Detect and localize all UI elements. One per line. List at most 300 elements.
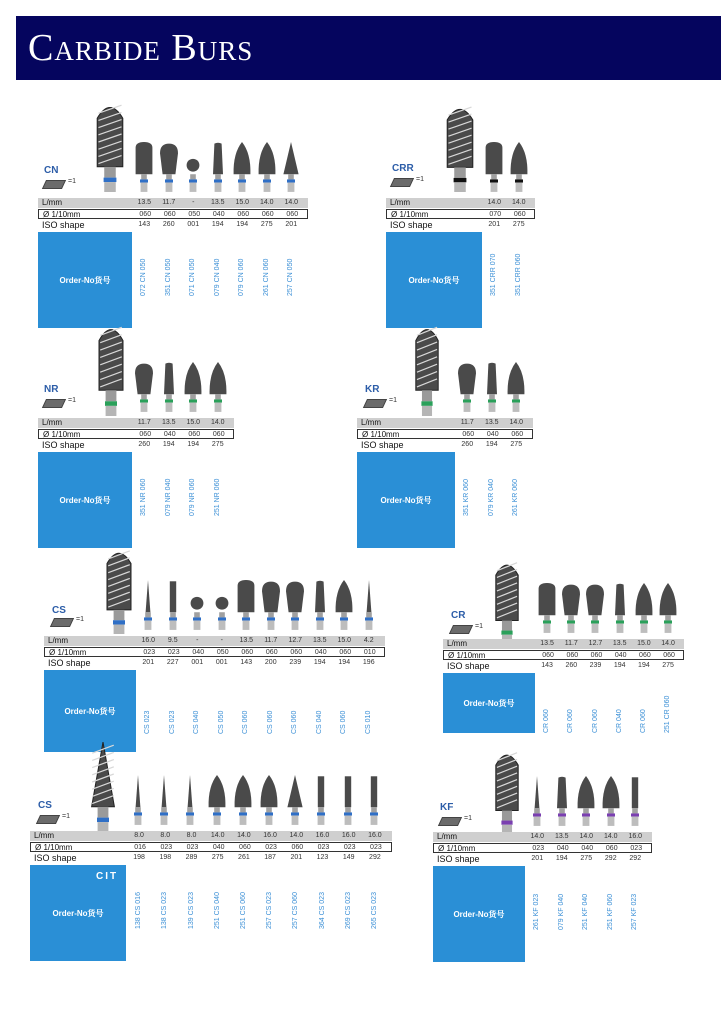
- diameter-cell: 060: [291, 844, 304, 851]
- diameter-cell: 040: [486, 431, 499, 438]
- bur-band: [533, 813, 541, 816]
- order-number: 079 CN 040: [213, 258, 221, 296]
- hero-bur-image: [94, 102, 126, 192]
- package-box-icon: [438, 817, 462, 826]
- bur-shank: [607, 817, 614, 826]
- order-number: 072 CN 050: [140, 258, 148, 296]
- bur-flame-image: [634, 583, 654, 635]
- bur-band: [664, 620, 672, 623]
- bur-band: [365, 617, 373, 620]
- section-code: CN: [44, 165, 59, 176]
- iso-shape-cell: 275: [211, 854, 224, 861]
- length-row: [30, 831, 392, 841]
- hero-bur-band: [113, 620, 125, 624]
- length-cell: 13.5: [312, 637, 327, 644]
- iso-shape-row-label: ISO shape: [48, 658, 91, 668]
- diameter-cell: 040: [314, 649, 327, 656]
- bur-band: [291, 812, 299, 815]
- order-number: 261 KF 023: [533, 893, 541, 930]
- bur-neck: [516, 174, 522, 179]
- bur-pear-image: [159, 142, 179, 194]
- diameter-cell: 023: [167, 649, 180, 656]
- order-number: CS 060: [291, 710, 299, 734]
- bur-head: [234, 142, 251, 174]
- bur-band: [591, 620, 599, 623]
- bur-head: [535, 776, 540, 808]
- bur-head: [562, 585, 580, 616]
- diameter-row-label: Ø 1/10mm: [391, 210, 429, 219]
- bur-shank: [213, 816, 220, 825]
- iso-shape-cell: 292: [629, 855, 642, 862]
- length-cell: 13.5: [554, 833, 569, 840]
- iso-shape-cell: 194: [338, 659, 351, 666]
- bur-neck: [583, 808, 589, 813]
- bur-band: [213, 812, 221, 815]
- title-banner: [16, 16, 721, 80]
- bur-neck: [145, 612, 151, 617]
- package-count: =1: [464, 815, 472, 822]
- bur-band: [160, 812, 168, 815]
- diameter-cell: 060: [286, 211, 299, 218]
- bur-shank: [187, 816, 194, 825]
- bur-band: [140, 399, 148, 402]
- bur-taper-image: [159, 362, 179, 414]
- hero-bur-neck: [104, 167, 116, 178]
- length-row-label: L/mm: [390, 198, 410, 207]
- iso-shape-row-label: ISO shape: [437, 854, 480, 864]
- diameter-cell: 060: [639, 652, 651, 659]
- bur-head: [615, 584, 625, 615]
- iso-shape-cell: 001: [187, 221, 200, 228]
- iso-shape-cell: 194: [313, 659, 326, 666]
- bur-shank: [488, 403, 495, 412]
- bur-shank: [263, 183, 270, 192]
- bur-flame-image: [658, 583, 678, 635]
- length-cell: -: [192, 199, 195, 206]
- bur-needle-image: [138, 580, 158, 632]
- diameter-cell: 040: [581, 845, 594, 852]
- bur-neck: [464, 394, 470, 399]
- iso-shape-cell: 187: [264, 854, 276, 861]
- length-cell: 16.0: [341, 832, 356, 839]
- iso-shape-cell: 275: [580, 855, 593, 862]
- iso-shape-row: [30, 853, 392, 863]
- bur-head: [234, 775, 251, 807]
- bur-shank: [640, 624, 647, 633]
- bur-cyl-image: [134, 142, 154, 194]
- length-cell: 15.0: [337, 637, 352, 644]
- bur-neck: [665, 615, 671, 620]
- order-no-label: Order-No货号: [52, 909, 104, 918]
- diameter-row-label: Ø 1/10mm: [362, 430, 400, 439]
- hero-bur-band: [454, 178, 467, 182]
- diameter-cell: 070: [489, 211, 502, 218]
- length-cell: 16.0: [141, 637, 156, 644]
- iso-shape-cell: 260: [162, 221, 175, 228]
- bur-neck: [215, 394, 221, 399]
- order-number: 079 KF 040: [557, 893, 565, 930]
- diameter-cell: 060: [542, 652, 554, 659]
- length-cell: 14.0: [603, 833, 618, 840]
- length-cell: 14.0: [487, 199, 502, 206]
- bur-head: [160, 144, 178, 175]
- order-number: 071 CN 050: [189, 258, 197, 296]
- bur-flame-image: [601, 776, 621, 828]
- iso-shape-cell: 194: [162, 441, 175, 448]
- bur-shank: [292, 621, 299, 630]
- iso-shape-cell: 196: [362, 659, 375, 666]
- package-box-icon: [42, 399, 66, 408]
- iso-shape-cell: 001: [191, 659, 204, 666]
- bur-head: [660, 583, 677, 615]
- bur-ball-image: [212, 580, 232, 632]
- bur-band: [238, 179, 246, 182]
- iso-shape-cell: 239: [589, 662, 602, 669]
- bur-stick-image: [311, 775, 331, 827]
- package-count: =1: [76, 616, 84, 623]
- bur-head: [261, 775, 278, 807]
- order-number: 269 CS 023: [344, 892, 352, 929]
- iso-shape-cell: 275: [260, 221, 273, 228]
- order-number: CS 010: [364, 710, 372, 734]
- iso-shape-cell: 198: [159, 854, 172, 861]
- order-number: 138 CS 016: [135, 892, 143, 929]
- bur-shank: [169, 621, 176, 630]
- bur-head: [164, 363, 174, 394]
- order-number: 079 NR 060: [189, 478, 197, 516]
- bur-shank: [568, 624, 575, 633]
- bur-neck: [617, 615, 623, 620]
- bur-neck: [641, 615, 647, 620]
- diameter-row: [30, 842, 392, 852]
- bur-needle-image: [527, 776, 547, 828]
- hero-bur-band: [501, 631, 512, 635]
- diameter-row-label: Ø 1/10mm: [43, 210, 81, 219]
- bur-shank: [558, 817, 565, 826]
- package-box-icon: [50, 618, 74, 627]
- iso-shape-cell: 194: [555, 855, 568, 862]
- bur-needle-image: [154, 775, 174, 827]
- bur-head: [510, 142, 527, 174]
- order-no-box: [443, 673, 535, 733]
- bur-neck: [190, 174, 196, 179]
- bur-neck: [489, 394, 495, 399]
- bur-neck: [292, 807, 298, 812]
- length-row: [443, 639, 684, 649]
- bur-pear-image: [285, 580, 305, 632]
- iso-shape-cell: 194: [613, 662, 626, 669]
- order-number: 079 CN 060: [238, 258, 246, 296]
- bur-cyl-image: [236, 580, 256, 632]
- bur-shank: [344, 816, 351, 825]
- hero-bur-band: [501, 821, 512, 825]
- bur-head: [508, 362, 525, 394]
- package-count: =1: [68, 178, 76, 185]
- bur-head: [191, 597, 204, 610]
- iso-shape-cell: 201: [285, 221, 298, 228]
- length-row: [433, 832, 652, 842]
- bur-head: [557, 777, 567, 808]
- bur-shank: [266, 816, 273, 825]
- order-number: 257 CN 050: [287, 258, 295, 296]
- order-no-box: [357, 452, 455, 548]
- diameter-cell: 016: [134, 844, 146, 851]
- iso-shape-row-label: ISO shape: [447, 661, 490, 671]
- package-box-icon: [42, 180, 66, 189]
- bur-band: [512, 399, 520, 402]
- bur-shank: [214, 183, 221, 192]
- iso-shape-cell: 194: [236, 221, 249, 228]
- diameter-cell: 023: [370, 844, 382, 851]
- diameter-row: [433, 843, 652, 853]
- bur-band: [543, 620, 551, 623]
- bur-pear-image: [457, 362, 477, 414]
- bur-band: [287, 179, 295, 182]
- order-no-label: Order-No货号: [408, 276, 460, 285]
- bur-head: [486, 142, 503, 174]
- bur-neck: [135, 807, 141, 812]
- bur-shank: [318, 816, 325, 825]
- bur-head: [586, 585, 604, 616]
- iso-shape-cell: 149: [342, 854, 355, 861]
- bur-head: [258, 142, 275, 174]
- order-number: CS 023: [144, 710, 152, 734]
- length-cell: 14.0: [661, 640, 675, 647]
- diameter-cell: 060: [188, 431, 201, 438]
- order-number: CR 040: [615, 709, 623, 733]
- bur-head: [487, 363, 497, 394]
- bur-stick-image: [338, 775, 358, 827]
- iso-shape-row-label: ISO shape: [34, 853, 77, 863]
- bur-flame-image: [207, 775, 227, 827]
- bur-neck: [317, 612, 323, 617]
- order-number: 257 CS 023: [266, 892, 274, 929]
- order-number: 351 CN 050: [164, 258, 172, 296]
- order-number: 251 CS 040: [213, 892, 221, 929]
- order-number: CR 060: [567, 709, 575, 733]
- package-count: =1: [62, 813, 70, 820]
- iso-shape-cell: 292: [369, 854, 381, 861]
- order-number: CR 060: [543, 709, 551, 733]
- diameter-row: [357, 429, 533, 439]
- iso-shape-row-label: ISO shape: [42, 220, 85, 230]
- bur-taper-image: [610, 583, 630, 635]
- iso-shape-row: [44, 658, 385, 668]
- diameter-cell: 060: [290, 649, 303, 656]
- bur-neck: [319, 807, 325, 812]
- bur-band: [165, 399, 173, 402]
- bur-pear-image: [261, 580, 281, 632]
- length-cell: 11.7: [264, 637, 278, 644]
- length-cell: 11.7: [460, 419, 474, 426]
- order-number: CR 060: [591, 709, 599, 733]
- length-cell: 12.7: [288, 637, 303, 644]
- bur-neck: [243, 612, 249, 617]
- package-box-icon: [390, 178, 414, 187]
- iso-shape-cell: 194: [187, 441, 200, 448]
- bur-head: [344, 776, 350, 807]
- order-number: 351 NR 060: [140, 478, 148, 516]
- bur-head: [632, 777, 638, 808]
- hero-bur-image: [493, 560, 521, 644]
- bur-cyl-image: [537, 583, 557, 635]
- iso-shape-cell: 227: [166, 659, 179, 666]
- diameter-cell: 040: [212, 844, 225, 851]
- length-cell: 14.0: [530, 833, 545, 840]
- bur-head: [209, 362, 226, 394]
- diameter-cell: 023: [160, 844, 173, 851]
- hero-bur-shank: [422, 406, 432, 416]
- order-no-box: [38, 232, 132, 328]
- bur-neck: [266, 807, 272, 812]
- order-number: 261 KR 060: [512, 479, 520, 516]
- order-number: CS 023: [168, 710, 176, 734]
- order-number: CS 060: [340, 710, 348, 734]
- bur-shank: [292, 816, 299, 825]
- order-number: CR 060: [639, 709, 647, 733]
- diameter-cell: 060: [239, 844, 251, 851]
- bur-head: [162, 775, 167, 807]
- bur-neck: [170, 612, 176, 617]
- bur-head: [286, 582, 304, 613]
- iso-shape-cell: 198: [133, 854, 145, 861]
- bur-shank: [145, 621, 152, 630]
- diameter-row-label: Ø 1/10mm: [49, 648, 87, 657]
- section-code: KR: [365, 384, 380, 395]
- length-cell: 14.0: [237, 832, 251, 839]
- length-cell: 15.0: [186, 419, 201, 426]
- bur-shank: [534, 817, 541, 826]
- order-number: 251 KF 040: [582, 893, 590, 930]
- length-cell: 14.0: [259, 199, 274, 206]
- bur-shank: [165, 183, 172, 192]
- length-cell: 14.0: [511, 199, 526, 206]
- bur-flame-image: [509, 142, 529, 194]
- bur-head: [371, 776, 377, 807]
- iso-shape-cell: 275: [512, 221, 525, 228]
- order-no-label: Order-No货号: [380, 496, 432, 505]
- order-number: 257 KF 023: [631, 893, 639, 930]
- diameter-cell: 023: [317, 844, 330, 851]
- bur-band: [463, 399, 471, 402]
- length-cell: 16.0: [315, 832, 330, 839]
- bur-head: [213, 143, 223, 174]
- order-number: 251 KF 060: [606, 893, 614, 930]
- order-number: 351 CRR 070: [490, 253, 498, 296]
- iso-shape-cell: 200: [264, 659, 277, 666]
- bur-shank: [513, 403, 520, 412]
- bur-head: [458, 364, 476, 395]
- bur-stick-image: [364, 775, 384, 827]
- bur-band: [370, 812, 378, 815]
- package-box-icon: [36, 815, 60, 824]
- bur-band: [169, 617, 177, 620]
- length-cell: 15.0: [235, 199, 250, 206]
- bur-pear-image: [134, 362, 154, 414]
- length-cell: 14.0: [579, 833, 594, 840]
- length-row-label: L/mm: [42, 418, 62, 427]
- package-count: =1: [389, 397, 397, 404]
- bur-shank: [190, 183, 197, 192]
- length-cell: 4.2: [363, 637, 374, 644]
- bur-band: [317, 812, 325, 815]
- bur-band: [344, 812, 352, 815]
- hero-bur-shank: [454, 182, 466, 192]
- bur-shank: [515, 183, 522, 192]
- diameter-cell: 023: [532, 845, 545, 852]
- bur-needle-image: [128, 775, 148, 827]
- bur-shank: [583, 817, 590, 826]
- bur-band: [214, 179, 222, 182]
- bur-head: [169, 581, 175, 612]
- order-number: 364 CS 023: [318, 892, 326, 929]
- bur-taper-image: [552, 776, 572, 828]
- diameter-row-label: Ø 1/10mm: [438, 844, 476, 853]
- iso-shape-row-label: ISO shape: [390, 220, 433, 230]
- diameter-cell: 023: [186, 844, 199, 851]
- iso-shape-cell: 275: [662, 662, 674, 669]
- bur-shank: [214, 403, 221, 412]
- length-row-label: L/mm: [361, 418, 381, 427]
- bur-band: [582, 813, 590, 816]
- bur-head: [578, 776, 595, 808]
- diameter-cell: 060: [212, 431, 225, 438]
- diameter-row: [443, 650, 684, 660]
- bur-head: [315, 581, 325, 612]
- hero-bur-band: [421, 401, 432, 406]
- order-no-label: Order-No货号: [59, 496, 111, 505]
- diameter-row-label: Ø 1/10mm: [35, 843, 73, 852]
- order-number: CS 060: [242, 710, 250, 734]
- bur-neck: [559, 808, 565, 813]
- length-row: [38, 418, 234, 428]
- bur-shank: [218, 621, 225, 630]
- bur-neck: [194, 612, 200, 617]
- length-cell: 14.0: [289, 832, 304, 839]
- bur-band: [567, 620, 575, 623]
- diameter-cell: 060: [511, 431, 524, 438]
- hero-bur-neck: [454, 167, 466, 178]
- bur-neck: [240, 807, 246, 812]
- bur-pear-image: [585, 583, 605, 635]
- order-number: CS 040: [315, 710, 323, 734]
- hero-bur-neck: [422, 390, 432, 401]
- bur-neck: [268, 612, 274, 617]
- iso-shape-row-label: ISO shape: [361, 440, 404, 450]
- bur-shank: [288, 183, 295, 192]
- length-cell: -: [196, 637, 199, 644]
- bur-band: [144, 617, 152, 620]
- bur-neck: [166, 174, 172, 179]
- order-number: 265 CS 023: [370, 892, 378, 929]
- hero-bur-image: [104, 548, 134, 634]
- bur-taper-image: [482, 362, 502, 414]
- diameter-cell: 023: [265, 844, 277, 851]
- order-no-label: Order-No货号: [463, 699, 515, 708]
- bur-neck: [534, 808, 540, 813]
- bur-band: [242, 617, 250, 620]
- diameter-cell: 050: [188, 211, 201, 218]
- length-row-label: L/mm: [437, 832, 457, 841]
- length-cell: 13.5: [612, 640, 627, 647]
- iso-shape-cell: 261: [238, 854, 250, 861]
- section-code: KF: [440, 802, 454, 813]
- bur-flame-image: [334, 580, 354, 632]
- hero-bur-shank: [104, 182, 116, 192]
- bur-shank: [341, 621, 348, 630]
- hero-bur-image: [88, 742, 118, 832]
- bur-shank: [592, 624, 599, 633]
